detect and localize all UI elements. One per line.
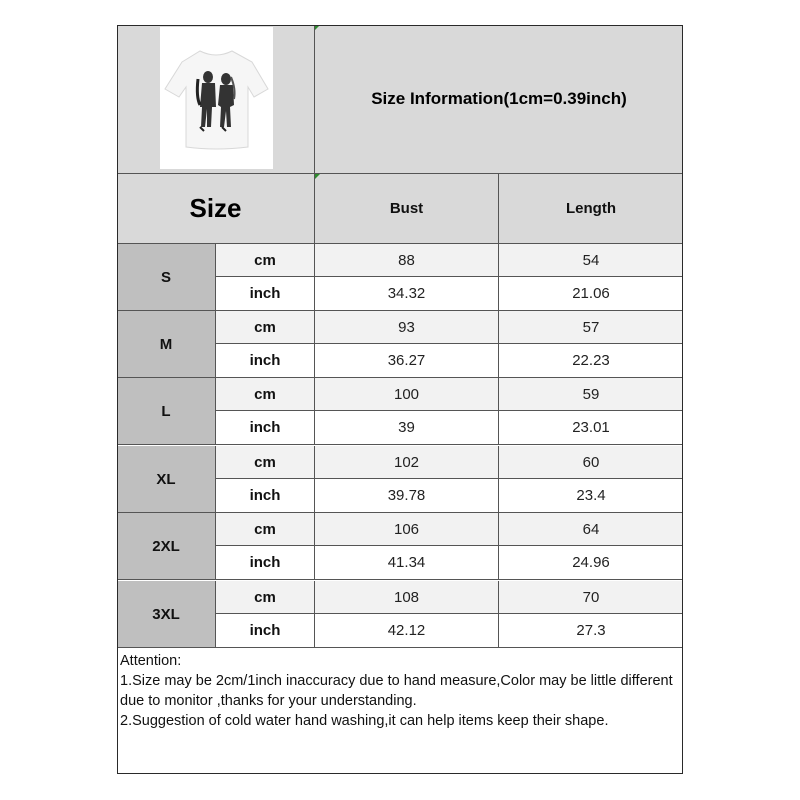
bust-cell: 88 — [315, 244, 499, 276]
bust-column-header: Bust — [315, 174, 499, 244]
unit-cell: inch — [216, 479, 315, 512]
size-cell-2xl: 2XL — [117, 513, 216, 580]
bust-cell: 39 — [315, 411, 499, 444]
length-column-header: Length — [499, 174, 683, 244]
unit-cell: inch — [216, 411, 315, 444]
bust-cell: 39.78 — [315, 479, 499, 512]
bust-cell: 93 — [315, 311, 499, 343]
bust-cell: 41.34 — [315, 546, 499, 579]
bust-cell: 108 — [315, 581, 499, 613]
unit-cell: inch — [216, 614, 315, 647]
bust-cell: 102 — [315, 446, 499, 478]
bust-cell: 36.27 — [315, 344, 499, 377]
size-cell-3xl: 3XL — [117, 581, 216, 648]
length-cell: 57 — [582, 318, 600, 336]
size-cell-xl: XL — [117, 446, 216, 513]
notes-heading: Attention: — [120, 653, 182, 669]
bust-cell: 100 — [315, 378, 499, 410]
size-cell-s: S — [117, 244, 216, 311]
length-cell: 70 — [582, 588, 600, 606]
table-frame — [117, 25, 683, 774]
unit-cell: cm — [216, 378, 315, 410]
length-cell: 23.4 — [576, 487, 606, 504]
unit-cell: inch — [216, 546, 315, 579]
size-header-label: Size — [189, 193, 242, 223]
length-cell: 60 — [582, 453, 600, 471]
size-cell-l: L — [117, 378, 216, 445]
length-cell: 21.06 — [572, 285, 610, 302]
bust-cell: 34.32 — [315, 277, 499, 310]
size-cell-m: M — [117, 311, 216, 378]
length-cell: 54 — [582, 251, 600, 269]
length-cell: 59 — [582, 385, 600, 403]
unit-cell: cm — [216, 311, 315, 343]
unit-cell: cm — [216, 446, 315, 478]
note-item: 2.Suggestion of cold water hand washing,it can help items keep their shape. — [120, 713, 609, 729]
unit-cell: inch — [216, 277, 315, 310]
length-cell: 24.96 — [572, 554, 610, 571]
unit-cell: cm — [216, 581, 315, 613]
unit-cell: cm — [216, 513, 315, 545]
length-cell: 27.3 — [576, 622, 606, 639]
length-cell: 64 — [582, 520, 600, 538]
unit-cell: cm — [216, 244, 315, 276]
bust-cell: 42.12 — [315, 614, 499, 647]
length-cell: 22.23 — [572, 352, 610, 369]
bust-cell: 106 — [315, 513, 499, 545]
length-cell: 23.01 — [572, 419, 610, 436]
note-item: 1.Size may be 2cm/1inch inaccuracy due to hand measure,Color may be little different due to monitor ,thanks for your understanding. — [120, 673, 673, 709]
unit-cell: inch — [216, 344, 315, 377]
size-info-title: Size Information(1cm=0.39inch) — [371, 89, 627, 108]
